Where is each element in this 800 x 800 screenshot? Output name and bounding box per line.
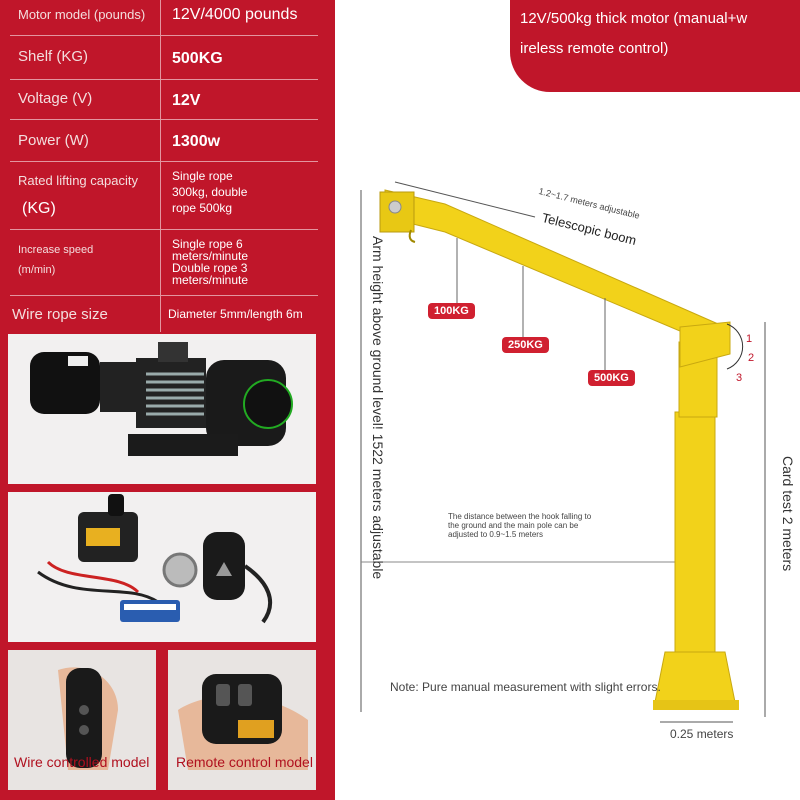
- remote-control-caption: Remote control model: [176, 754, 313, 770]
- card-test-label: Card test 2 meters: [780, 456, 796, 572]
- boom-range-label: 1.2~1.7 meters adjustable: [537, 186, 641, 221]
- spec-row-shelf: [10, 36, 318, 80]
- arm-height-label: Arm height above ground level! 1522 meters adjustable: [370, 236, 386, 580]
- spec-row-wire: [10, 296, 318, 332]
- spec-value: 12V/4000 pounds: [172, 6, 298, 23]
- spec-row-voltage: [10, 80, 318, 120]
- boom-bracket: [680, 322, 730, 367]
- spec-label: Shelf (KG): [18, 48, 89, 65]
- model-banner: [510, 0, 800, 92]
- load-tag-100kg: 100KG: [428, 303, 475, 319]
- hole-3-label: 3: [736, 372, 743, 384]
- load-tag-500kg: 500KG: [588, 370, 635, 386]
- spec-label-unit: (m/min): [18, 264, 56, 276]
- spec-value-line: Single rope: [172, 169, 233, 183]
- measurement-note: Note: Pure manual measurement with slight errors.: [390, 680, 661, 694]
- wire-controlled-caption: Wire controlled model: [14, 754, 150, 770]
- spec-value: Diameter 5mm/length 6m: [168, 307, 303, 321]
- remote-control-photo: [168, 650, 316, 790]
- spec-label: Wire rope size: [12, 306, 108, 323]
- spec-table: [10, 0, 318, 332]
- spec-value-line: Double rope 3: [172, 261, 248, 275]
- controls-photo: [8, 492, 316, 642]
- spec-value: 500KG: [172, 50, 223, 67]
- hook-distance-label: The distance between the hook falling to the ground and the main pole can be adjusted to 0.9~1.5 meters: [448, 512, 592, 539]
- spec-row-motor: [10, 0, 318, 36]
- spec-row-speed: [10, 230, 318, 296]
- spec-row-power: [10, 120, 318, 162]
- spec-column: [0, 0, 335, 800]
- spec-label-unit: (KG): [22, 200, 56, 217]
- spec-label: Motor model (pounds): [18, 7, 146, 22]
- base-plate: [653, 700, 739, 710]
- spec-value: 1300w: [172, 133, 221, 150]
- spec-value-line: 300kg, double: [172, 185, 248, 199]
- wire-controlled-photo: [8, 650, 156, 790]
- main-pole: [675, 412, 715, 657]
- spec-value: 12V: [172, 92, 201, 109]
- load-tag-250kg: 250KG: [502, 337, 549, 353]
- spec-label: Voltage (V): [18, 90, 93, 107]
- spec-value-line: meters/minute: [172, 273, 249, 287]
- boom-name-label: Telescopic boom: [540, 210, 638, 248]
- pulley-icon: [389, 201, 401, 213]
- hole-2-label: 2: [748, 352, 755, 364]
- pole-base: [655, 652, 735, 702]
- winch-photo: [8, 334, 316, 484]
- banner-line-2: ireless remote control): [520, 40, 669, 57]
- base-width-label: 0.25 meters: [670, 727, 734, 741]
- spec-value-line: Single rope 6: [172, 237, 243, 251]
- banner-line-1: 12V/500kg thick motor (manual+w: [520, 10, 748, 27]
- spec-label: Increase speed: [18, 244, 94, 256]
- spec-value-line: meters/minute: [172, 249, 249, 263]
- spec-value-line: rope 500kg: [172, 201, 233, 215]
- hole-1-label: 1: [746, 333, 753, 345]
- spec-label: Rated lifting capacity: [18, 173, 138, 188]
- spec-row-lift: [10, 162, 318, 230]
- spec-label: Power (W): [18, 132, 89, 149]
